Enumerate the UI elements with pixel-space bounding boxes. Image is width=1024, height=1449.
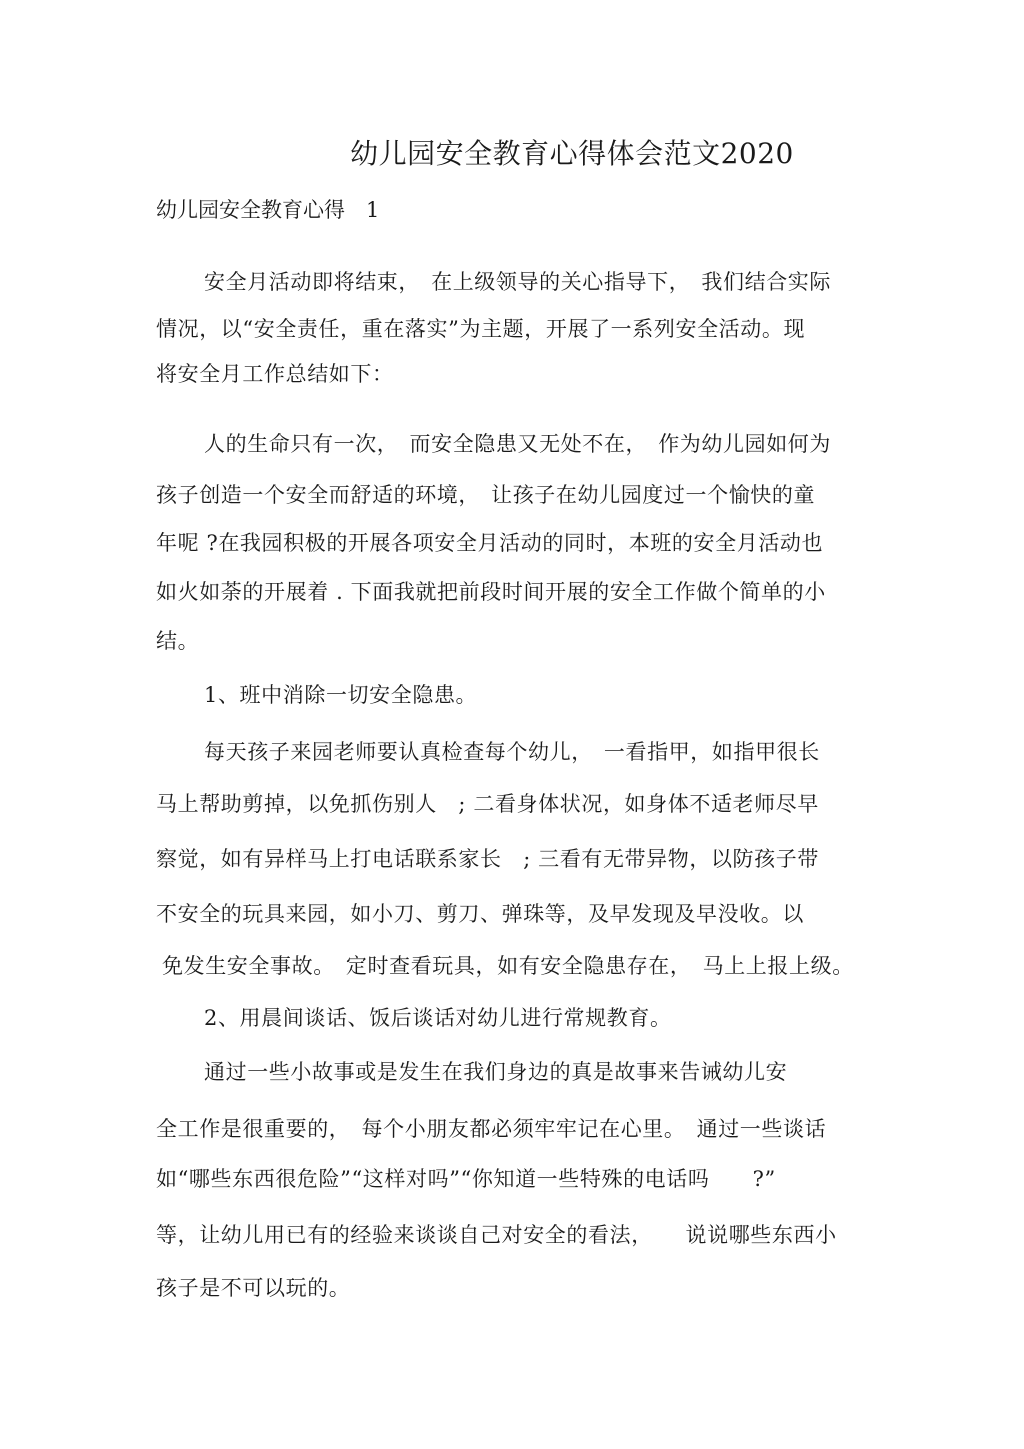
paragraph-line: 孩子是不可以玩的。 <box>156 1276 351 1300</box>
section-heading: 幼儿园安全教育心得 1 <box>156 198 380 222</box>
paragraph-line: 结。 <box>156 629 200 653</box>
paragraph-line: 察觉，如有异样马上打电话联系家长 ; 三看有无带异物，以防孩子带 <box>156 847 819 871</box>
paragraph-line: 全工作是很重要的， 每个小朋友都必须牢牢记在心里。 通过一些谈话 <box>156 1117 827 1141</box>
paragraph-line: 通过一些小故事或是发生在我们身边的真是故事来告诫幼儿安 <box>204 1060 788 1084</box>
paragraph-line: 马上帮助剪掉，以免抓伤别人 ; 二看身体状况，如身体不适老师尽早 <box>156 792 819 816</box>
paragraph-line: 年呢 ?在我园积极的开展各项安全月活动的同时，本班的安全月活动也 <box>156 531 824 555</box>
paragraph-line: 将安全月工作总结如下： <box>156 362 394 386</box>
list-item-heading: 1、班中消除一切安全隐患。 <box>204 683 478 707</box>
paragraph-line: 如“哪些东西很危险”“这样对吗”“你知道一些特殊的电话吗 ?” <box>156 1167 776 1191</box>
paragraph-line: 孩子创造一个安全而舒适的环境， 让孩子在幼儿园度过一个愉快的童 <box>156 483 816 507</box>
paragraph-line: 情况，以“安全责任，重在落实”为主题，开展了一系列安全活动。现 <box>156 317 806 341</box>
paragraph-line: 免发生安全事故。 定时查看玩具，如有安全隐患存在， 马上上报上级。 <box>162 954 854 978</box>
paragraph-line: 每天孩子来园老师要认真检查每个幼儿， 一看指甲，如指甲很长 <box>204 740 820 764</box>
paragraph-line: 等，让幼儿用已有的经验来谈谈自己对安全的看法， 说说哪些东西小 <box>156 1223 837 1247</box>
document-title: 幼儿园安全教育心得体会范文2020 <box>350 137 794 170</box>
list-item-heading: 2、用晨间谈话、饭后谈话对幼儿进行常规教育。 <box>204 1006 672 1030</box>
paragraph-line: 安全月活动即将结束， 在上级领导的关心指导下， 我们结合实际 <box>204 270 831 294</box>
paragraph-line: 如火如荼的开展着 . 下面我就把前段时间开展的安全工作做个简单的小 <box>156 580 826 604</box>
paragraph-line: 不安全的玩具来园，如小刀、剪刀、弹珠等，及早发现及早没收。以 <box>156 902 804 926</box>
paragraph-line: 人的生命只有一次， 而安全隐患又无处不在， 作为幼儿园如何为 <box>204 432 831 456</box>
